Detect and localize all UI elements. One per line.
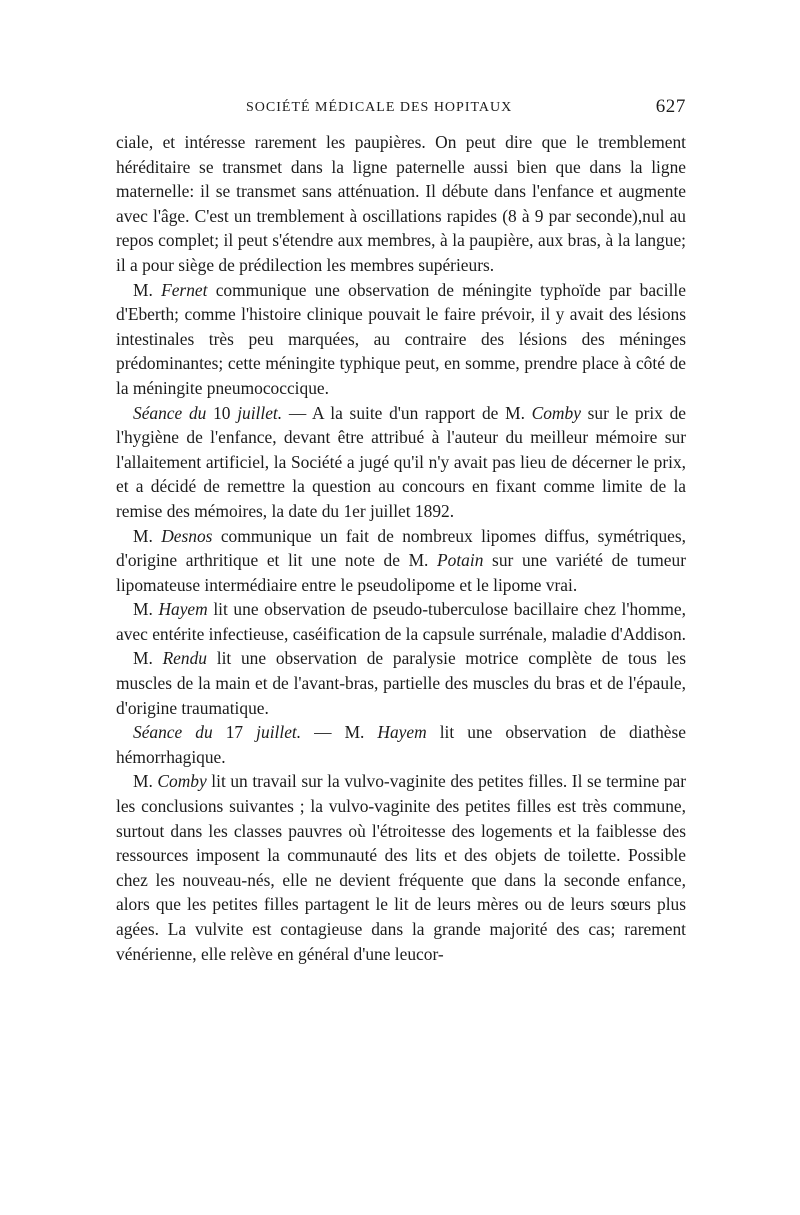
running-header <box>116 96 686 126</box>
italic-text: juillet. <box>256 722 302 743</box>
body-text <box>116 130 686 966</box>
italic-text: Hayem <box>158 599 208 620</box>
text-run: — A la suite d'un rapport de M. <box>282 402 532 423</box>
paragraph <box>116 401 686 524</box>
page-number: 627 <box>655 96 686 117</box>
italic-text: Séance du <box>133 722 213 743</box>
italic-text: juillet. <box>237 402 283 423</box>
text-run: ciale, et intéresse rarement les paupières. On peut dire que le tremblement héréditaire se transmet dans la ligne paternelle aussi bien que dans la ligne maternelle: il se transmet sans atténuation. Il débute dans l'enfance et augmente avec l'âge. C'est un tremblement à oscillations rapides (8 à 9 par seconde),nul au repos complet; il peut s'étendre aux membres, à la paupière, aux bras, à la langue; il a pour siège de prédilection les membres supérieurs. <box>116 132 686 275</box>
text-run: sur le prix de l'hygiène de l'enfance, devant être attribué à l'auteur du meilleur mémoire sur l'allaitement artificiel, la Société a jugé qu'il n'y avait pas lieu de décerner le prix, et a décidé de remettre la question au concours en fixant comme limite de la remise des mémoires, la date du 1er juillet 1892. <box>116 402 687 521</box>
italic-text: Desnos <box>161 525 213 546</box>
paragraph <box>116 646 686 720</box>
paragraph <box>116 597 686 646</box>
text-run: lit un travail sur la vulvo-vaginite des petites filles. Il se termine par les conclusions suivantes ; la vulvo-vaginite des petites filles est très commune, surtout dans les classes pauvres où l'étroitesse des logements et la faiblesse des ressources imposent la communauté des lits et des objets de toilette. Possible chez les nouveau-nés, elle ne devient fréquente que dans la seconde enfance, alors que les petites filles partagent le lit de leurs mères ou de leurs sœurs plus agées. La vulvite est contagieuse dans la grande majorité des cas; rarement vénérienne, elle relève en général d'une leucor- <box>116 771 686 964</box>
italic-text: Comby <box>157 771 207 792</box>
book-page <box>116 96 686 966</box>
text-run: communique une observation de méningite typhoïde par bacille d'Eberth; comme l'histoire clinique pouvait le faire prévoir, il y avait des lésions intestinales très peu marquées, au contraire des lésions des méninges prédominantes; cette méningite typhique peut, en somme, prendre place à côté de la méningite pneumococcique. <box>116 279 686 398</box>
paragraph <box>116 278 686 401</box>
paragraph <box>116 524 686 598</box>
text-run: 17 <box>212 722 257 743</box>
text-run: M. <box>133 648 163 669</box>
text-run: M. <box>133 599 159 620</box>
italic-text: Hayem <box>377 722 427 743</box>
running-title: SOCIÉTÉ MÉDICALE DES HOPITAUX <box>246 100 513 115</box>
text-run: 10 <box>206 402 238 423</box>
text-run: lit une observation de diathèse hémorrhagique. <box>116 722 687 767</box>
italic-text: Séance du <box>133 402 207 423</box>
text-run: lit une observation de pseudo-tuberculose bacillaire chez l'homme, avec entérite infectieuse, caséification de la capsule surrénale, maladie d'Addison. <box>116 599 687 644</box>
italic-text: Potain <box>437 550 484 571</box>
text-run: communique un fait de nombreux lipomes diffus, symétriques, d'origine arthritique et lit une note de M. <box>116 525 686 571</box>
paragraph <box>116 720 686 769</box>
paragraph <box>116 130 686 278</box>
text-run: lit une observation de paralysie motrice complète de tous les muscles de la main et de l'avant-bras, partielle des muscles du bras et de l'épaule, d'origine traumatique. <box>116 648 686 718</box>
text-run: — M. <box>301 722 378 743</box>
italic-text: Fernet <box>161 279 208 300</box>
text-run: M. <box>133 279 162 300</box>
italic-text: Rendu <box>162 648 207 669</box>
text-run: sur une variété de tumeur lipomateuse intermédiaire entre le pseudolipome et le lipome vrai. <box>116 550 686 595</box>
text-run: M. <box>133 525 162 546</box>
text-run: M. <box>133 771 158 792</box>
italic-text: Comby <box>531 402 581 423</box>
paragraph <box>116 769 686 966</box>
